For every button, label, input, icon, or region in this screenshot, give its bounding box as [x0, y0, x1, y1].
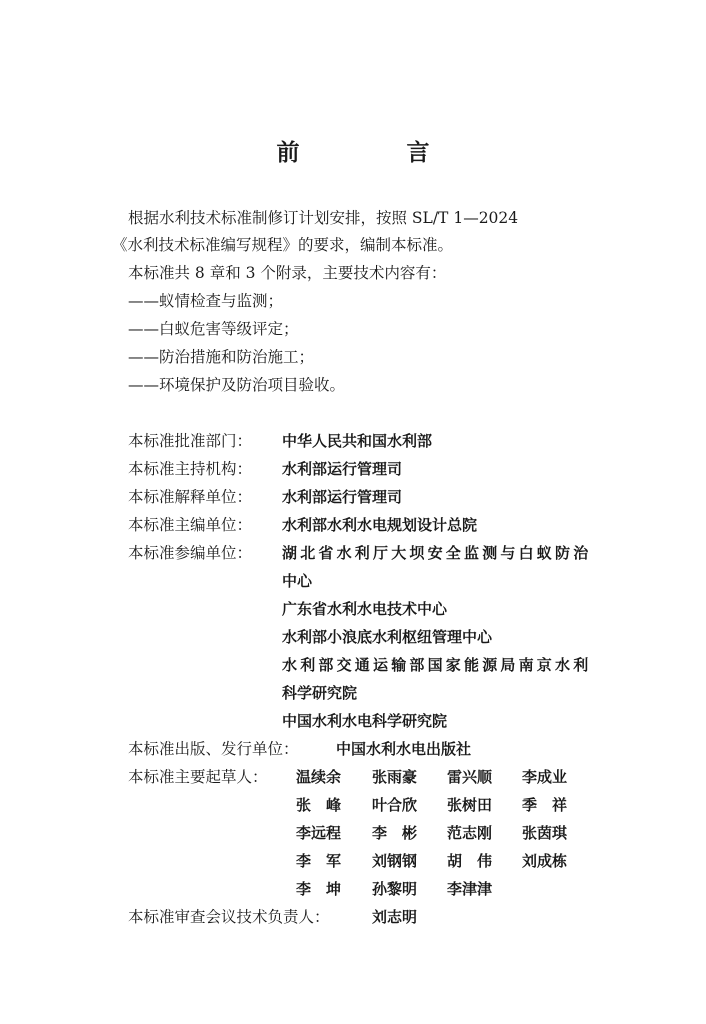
- drafter-name: 范志刚: [447, 824, 493, 842]
- page-title: 前 言: [276, 140, 472, 166]
- intro-line-1: 根据水利技术标准制修订计划安排，按照 SL/T 1—2024: [128, 209, 519, 227]
- drafter-name: 刘钢钢: [372, 852, 418, 870]
- drafter-name: 张树田: [447, 796, 493, 814]
- content-item: ——蚁情检查与监测；: [128, 292, 284, 310]
- chief-value: 水利部水利水电规划设计总院: [282, 516, 478, 534]
- participant-label: 本标准参编单位：: [128, 544, 253, 562]
- drafter-name: 李 军: [296, 852, 342, 870]
- drafter-name: 孙黎明: [372, 880, 418, 898]
- drafter-name: 李 彬: [372, 824, 418, 842]
- intro-line-3: 本标准共 8 章和 3 个附录，主要技术内容有：: [128, 264, 447, 282]
- content-item: ——防治措施和防治施工；: [128, 348, 315, 366]
- drafter-name: 雷兴顺: [447, 768, 493, 786]
- participant-unit: 科学研究院: [282, 684, 358, 702]
- participant-unit: 水利部小浪底水利枢纽管理中心: [282, 628, 493, 646]
- drafter-name: 张雨豪: [372, 768, 418, 786]
- drafter-name: 李成业: [522, 768, 568, 786]
- chief-label: 本标准主编单位：: [128, 516, 253, 534]
- drafter-name: 李远程: [296, 824, 342, 842]
- approve-value: 中华人民共和国水利部: [282, 432, 433, 450]
- host-value: 水利部运行管理司: [282, 460, 403, 478]
- participant-unit: 广东省水利水电技术中心: [282, 600, 448, 618]
- host-label: 本标准主持机构：: [128, 460, 253, 478]
- intro-line-2: 《水利技术标准编写规程》的要求，编制本标准。: [112, 236, 454, 254]
- drafter-name: 叶合欣: [372, 796, 418, 814]
- content-item: ——白蚁危害等级评定；: [128, 320, 299, 338]
- reviewer-label: 本标准审查会议技术负责人：: [128, 908, 330, 926]
- drafters-label: 本标准主要起草人：: [128, 768, 268, 786]
- participant-unit: 中国水利水电科学研究院: [282, 712, 448, 730]
- drafter-name: 张 峰: [296, 796, 342, 814]
- drafter-name: 李津津: [447, 880, 493, 898]
- interpret-value: 水利部运行管理司: [282, 488, 403, 506]
- participant-unit: 湖北省水利厅大坝安全监测与白蚁防治: [282, 544, 592, 562]
- participant-unit: 水利部交通运输部国家能源局南京水利: [282, 656, 592, 674]
- reviewer-value: 刘志明: [372, 908, 418, 926]
- drafter-name: 温续余: [296, 768, 342, 786]
- approve-label: 本标准批准部门：: [128, 432, 253, 450]
- drafter-name: 张茵琪: [522, 824, 568, 842]
- drafter-name: 季 祥: [522, 796, 568, 814]
- publisher-label: 本标准出版、发行单位：: [128, 740, 299, 758]
- drafter-name: 李 坤: [296, 880, 342, 898]
- content-item: ——环境保护及防治项目验收。: [128, 376, 346, 394]
- publisher-value: 中国水利水电出版社: [336, 740, 472, 758]
- participant-unit: 中心: [282, 572, 313, 590]
- drafter-name: 刘成栋: [522, 852, 568, 870]
- drafter-name: 胡 伟: [447, 852, 493, 870]
- interpret-label: 本标准解释单位：: [128, 488, 253, 506]
